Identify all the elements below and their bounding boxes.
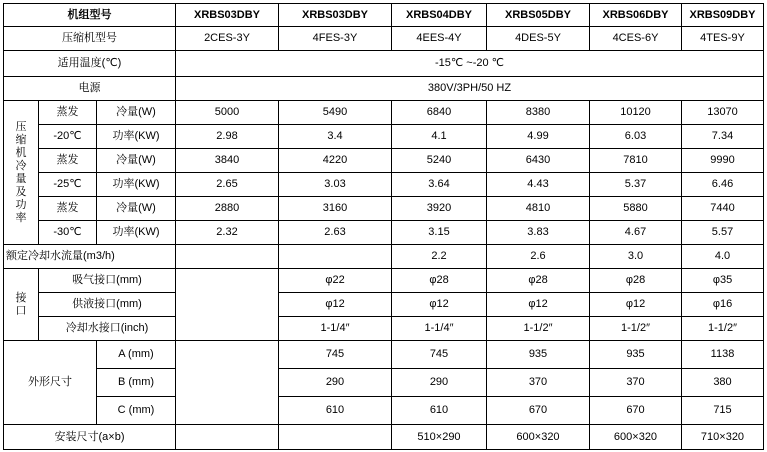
model-header-2: XRBS03DBY bbox=[279, 4, 392, 27]
cooling-value: 3840 bbox=[176, 149, 279, 173]
cooling-label: 冷量(W) bbox=[97, 149, 176, 173]
compressor-row bbox=[4, 27, 764, 51]
cooling-value: 6430 bbox=[487, 149, 590, 173]
installation-value bbox=[279, 425, 392, 450]
installation-value: 600×320 bbox=[487, 425, 590, 450]
compressor-value: 4FES-3Y bbox=[279, 27, 392, 51]
water-connection-value: 1-1/4″ bbox=[279, 317, 392, 341]
installation-label: 安装尺寸(a×b) bbox=[4, 425, 176, 450]
evap-label: 蒸发 bbox=[39, 197, 97, 221]
cooling-label: 冷量(W) bbox=[97, 101, 176, 125]
power-value: 3.03 bbox=[279, 173, 392, 197]
water-connection-value: 1-1/2″ bbox=[590, 317, 682, 341]
water-flow-value bbox=[279, 245, 392, 269]
power-value: 7.34 bbox=[682, 125, 764, 149]
dimension-value: 380 bbox=[682, 369, 764, 397]
suction-value: φ28 bbox=[392, 269, 487, 293]
connections-group-label: 接 口 bbox=[4, 269, 39, 341]
cooling-value: 8380 bbox=[487, 101, 590, 125]
model-header-5: XRBS06DBY bbox=[590, 4, 682, 27]
cooling-value: 4220 bbox=[279, 149, 392, 173]
liquid-value: φ12 bbox=[487, 293, 590, 317]
power-value: 3.64 bbox=[392, 173, 487, 197]
dimension-row bbox=[4, 369, 764, 397]
evap-label: 蒸发 bbox=[39, 149, 97, 173]
compressor-value: 4DES-5Y bbox=[487, 27, 590, 51]
dimension-value: 290 bbox=[279, 369, 392, 397]
cooling-value: 3160 bbox=[279, 197, 392, 221]
water-flow-value: 4.0 bbox=[682, 245, 764, 269]
power-value: 6.03 bbox=[590, 125, 682, 149]
power-value: 2.32 bbox=[176, 221, 279, 245]
power-value: 2.98 bbox=[176, 125, 279, 149]
power-value: 4.43 bbox=[487, 173, 590, 197]
water-flow-value: 2.6 bbox=[487, 245, 590, 269]
model-header-1: XRBS03DBY bbox=[176, 4, 279, 27]
water-connection-value: 1-1/2″ bbox=[487, 317, 590, 341]
cooling-value: 5880 bbox=[590, 197, 682, 221]
installation-value: 510×290 bbox=[392, 425, 487, 450]
suction-value: φ28 bbox=[487, 269, 590, 293]
water-flow-value: 3.0 bbox=[590, 245, 682, 269]
cooling-value: 5240 bbox=[392, 149, 487, 173]
dimension-value: 670 bbox=[487, 397, 590, 425]
dimension-label: B (mm) bbox=[97, 369, 176, 397]
dimension-value: 935 bbox=[487, 341, 590, 369]
empty-cell bbox=[176, 425, 279, 450]
cooling-value: 7440 bbox=[682, 197, 764, 221]
cooling-value: 13070 bbox=[682, 101, 764, 125]
power-supply-label: 电源 bbox=[4, 77, 176, 101]
power-value: 4.67 bbox=[590, 221, 682, 245]
dimension-value: 610 bbox=[279, 397, 392, 425]
installation-row bbox=[4, 425, 764, 450]
water-flow-value: 2.2 bbox=[392, 245, 487, 269]
water-connection-row bbox=[4, 317, 764, 341]
model-header-label: 机组型号 bbox=[4, 4, 176, 27]
cooling-value: 4810 bbox=[487, 197, 590, 221]
dimension-row bbox=[4, 397, 764, 425]
compressor-value: 4EES-4Y bbox=[392, 27, 487, 51]
temperature-row bbox=[4, 51, 764, 77]
liquid-row bbox=[4, 293, 764, 317]
cooling-value: 6840 bbox=[392, 101, 487, 125]
compressor-value: 4TES-9Y bbox=[682, 27, 764, 51]
cooling-row bbox=[4, 149, 764, 173]
power-row bbox=[4, 125, 764, 149]
cooling-row bbox=[4, 101, 764, 125]
power-value: 4.1 bbox=[392, 125, 487, 149]
dimension-value: 370 bbox=[487, 369, 590, 397]
water-flow-value bbox=[176, 245, 279, 269]
dimensions-label: 外形尺寸 bbox=[4, 341, 97, 425]
installation-value: 600×320 bbox=[590, 425, 682, 450]
compressor-label: 压缩机型号 bbox=[4, 27, 176, 51]
power-label: 功率(KW) bbox=[97, 221, 176, 245]
dimension-value: 745 bbox=[279, 341, 392, 369]
cooling-value: 5490 bbox=[279, 101, 392, 125]
cooling-value: 5000 bbox=[176, 101, 279, 125]
power-value: 5.37 bbox=[590, 173, 682, 197]
suction-label: 吸气接口(mm) bbox=[39, 269, 176, 293]
dimension-value: 715 bbox=[682, 397, 764, 425]
model-header-3: XRBS04DBY bbox=[392, 4, 487, 27]
power-value: 2.65 bbox=[176, 173, 279, 197]
power-row bbox=[4, 221, 764, 245]
liquid-value: φ12 bbox=[590, 293, 682, 317]
dimension-label: A (mm) bbox=[97, 341, 176, 369]
header-row bbox=[4, 4, 764, 27]
dimension-value: 1138 bbox=[682, 341, 764, 369]
cooling-value: 2880 bbox=[176, 197, 279, 221]
cooling-value: 3920 bbox=[392, 197, 487, 221]
compressor-value: 4CES-6Y bbox=[590, 27, 682, 51]
empty-cell bbox=[176, 269, 279, 341]
evap-temp: -30℃ bbox=[39, 221, 97, 245]
performance-group-label: 压 缩 机 冷 量 及 功 率 bbox=[4, 101, 39, 245]
temperature-value: -15℃ ~-20 ℃ bbox=[176, 51, 764, 77]
power-value: 3.83 bbox=[487, 221, 590, 245]
water-flow-row bbox=[4, 245, 764, 269]
empty-cell bbox=[176, 341, 279, 425]
cooling-value: 9990 bbox=[682, 149, 764, 173]
liquid-value: φ16 bbox=[682, 293, 764, 317]
installation-value: 710×320 bbox=[682, 425, 764, 450]
power-supply-value: 380V/3PH/50 HZ bbox=[176, 77, 764, 101]
power-value: 3.15 bbox=[392, 221, 487, 245]
suction-value: φ35 bbox=[682, 269, 764, 293]
dimension-value: 935 bbox=[590, 341, 682, 369]
dimension-value: 370 bbox=[590, 369, 682, 397]
power-value: 4.99 bbox=[487, 125, 590, 149]
power-label: 功率(KW) bbox=[97, 173, 176, 197]
power-label: 功率(KW) bbox=[97, 125, 176, 149]
power-value: 2.63 bbox=[279, 221, 392, 245]
suction-value: φ28 bbox=[590, 269, 682, 293]
cooling-row bbox=[4, 197, 764, 221]
power-value: 3.4 bbox=[279, 125, 392, 149]
dimension-label: C (mm) bbox=[97, 397, 176, 425]
suction-row bbox=[4, 269, 764, 293]
liquid-value: φ12 bbox=[279, 293, 392, 317]
suction-value: φ22 bbox=[279, 269, 392, 293]
cooling-value: 10120 bbox=[590, 101, 682, 125]
dimension-row bbox=[4, 341, 764, 369]
evap-temp: -25℃ bbox=[39, 173, 97, 197]
evap-temp: -20℃ bbox=[39, 125, 97, 149]
model-header-4: XRBS05DBY bbox=[487, 4, 590, 27]
liquid-value: φ12 bbox=[392, 293, 487, 317]
dimension-value: 745 bbox=[392, 341, 487, 369]
temperature-label: 适用温度(℃) bbox=[4, 51, 176, 77]
cooling-label: 冷量(W) bbox=[97, 197, 176, 221]
spec-table bbox=[3, 3, 764, 450]
compressor-value: 2CES-3Y bbox=[176, 27, 279, 51]
cooling-value: 7810 bbox=[590, 149, 682, 173]
water-connection-label: 冷却水接口(inch) bbox=[39, 317, 176, 341]
dimension-value: 670 bbox=[590, 397, 682, 425]
liquid-label: 供液接口(mm) bbox=[39, 293, 176, 317]
dimension-value: 290 bbox=[392, 369, 487, 397]
power-value: 6.46 bbox=[682, 173, 764, 197]
water-connection-value: 1-1/2″ bbox=[682, 317, 764, 341]
model-header-6: XRBS09DBY bbox=[682, 4, 764, 27]
power-supply-row bbox=[4, 77, 764, 101]
power-value: 5.57 bbox=[682, 221, 764, 245]
dimension-value: 610 bbox=[392, 397, 487, 425]
water-connection-value: 1-1/4″ bbox=[392, 317, 487, 341]
water-flow-label: 额定冷却水流量(m3/h) bbox=[4, 245, 176, 269]
evap-label: 蒸发 bbox=[39, 101, 97, 125]
power-row bbox=[4, 173, 764, 197]
